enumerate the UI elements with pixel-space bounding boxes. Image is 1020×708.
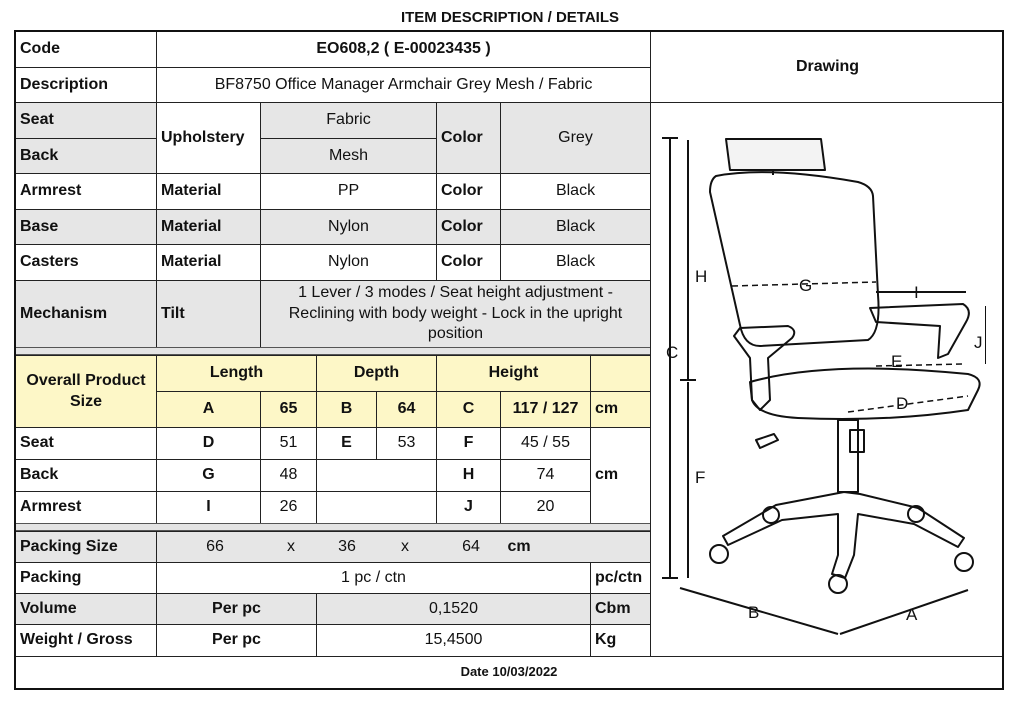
dim-e-value: 53 xyxy=(376,427,436,459)
backrest-shape xyxy=(710,172,879,346)
dim-g-value: 48 xyxy=(260,459,316,491)
description-label: Description xyxy=(16,67,156,102)
volume-value: 0,1520 xyxy=(316,593,590,624)
seat-label: Seat xyxy=(16,102,156,138)
casters-attr: Material xyxy=(156,244,260,280)
mechanism-label: Mechanism xyxy=(16,280,156,347)
dim-e-dashed xyxy=(876,364,964,366)
dim-b-value: 64 xyxy=(376,391,436,427)
label-c: C xyxy=(666,343,679,362)
left-armrest-shape xyxy=(734,326,794,410)
weight-label: Weight / Gross xyxy=(16,624,156,656)
label-b: B xyxy=(748,603,760,622)
description-value: BF8750 Office Manager Armchair Grey Mesh / Fabric xyxy=(156,67,650,102)
upholstery-color-label: Color xyxy=(436,102,500,173)
dim-j-letter: J xyxy=(436,491,500,523)
dim-i-value: 26 xyxy=(260,491,316,523)
armrest-color: Black xyxy=(500,173,650,209)
back-dim-label: Back xyxy=(16,459,156,491)
back-label: Back xyxy=(16,138,156,173)
label-j: J xyxy=(974,333,983,352)
armrest-label: Armrest xyxy=(16,173,156,209)
code-label: Code xyxy=(20,40,60,58)
chair-drawing xyxy=(648,100,986,658)
length-header: Length xyxy=(156,355,316,391)
dims-unit: cm xyxy=(590,427,650,523)
size-label: Overall Product Size xyxy=(16,355,156,427)
section-divider-2 xyxy=(16,523,650,531)
dim-j-value: 20 xyxy=(500,491,590,523)
drawing-label: Drawing xyxy=(650,32,1004,102)
armrest-blank xyxy=(316,491,436,523)
seat-material: Fabric xyxy=(260,102,436,138)
weight-value: 15,4500 xyxy=(316,624,590,656)
base-color: Black xyxy=(500,209,650,244)
label-a: A xyxy=(906,605,918,624)
dim-c-value: 117 / 127 xyxy=(500,391,590,427)
dim-i-letter: I xyxy=(156,491,260,523)
packing-height: 64 xyxy=(462,537,480,555)
dim-a-line xyxy=(840,590,968,634)
weight-unit: Kg xyxy=(590,624,650,656)
headrest-shape xyxy=(726,139,825,170)
dim-a-letter: A xyxy=(156,391,260,427)
section-divider xyxy=(16,347,650,355)
volume-per: Per pc xyxy=(156,593,316,624)
packing-width: 36 xyxy=(338,537,356,555)
label-e: E xyxy=(891,352,903,371)
dim-b-letter: B xyxy=(316,391,376,427)
upholstery-label: Upholstery xyxy=(156,102,260,173)
casters-label: Casters xyxy=(16,244,156,280)
dim-g-letter: G xyxy=(156,459,260,491)
armrest-attr: Material xyxy=(156,173,260,209)
packing-length: 66 xyxy=(206,537,224,555)
armrest-dim-label: Armrest xyxy=(16,491,156,523)
dim-f-letter: F xyxy=(436,427,500,459)
packing-size-unit: cm xyxy=(507,537,531,555)
dim-h-letter: H xyxy=(436,459,500,491)
depth-header: Depth xyxy=(316,355,436,391)
base-star xyxy=(723,492,964,578)
casters-material: Nylon xyxy=(260,244,436,280)
caster-2 xyxy=(763,507,779,523)
label-g: G xyxy=(799,276,813,295)
base-label: Base xyxy=(16,209,156,244)
volume-unit: Cbm xyxy=(590,593,650,624)
label-f: F xyxy=(695,468,706,487)
label-d: D xyxy=(896,394,909,413)
packing-x-2: x xyxy=(401,537,409,555)
label-i: I xyxy=(914,283,919,302)
dim-a-value: 65 xyxy=(260,391,316,427)
seat-shape xyxy=(750,369,980,419)
page-title: ITEM DESCRIPTION / DETAILS xyxy=(400,9,620,26)
base-color-label: Color xyxy=(436,209,500,244)
label-h: H xyxy=(695,267,708,286)
lever-shape xyxy=(756,434,778,448)
seat-dim-label: Seat xyxy=(16,427,156,459)
date-footer: Date 10/03/2022 xyxy=(16,656,1002,688)
base-attr: Material xyxy=(156,209,260,244)
caster-3 xyxy=(829,575,847,593)
dim-f-value: 45 / 55 xyxy=(500,427,590,459)
code-value: EO608,2 ( E-00023435 ) xyxy=(156,32,650,67)
dim-h-value: 74 xyxy=(500,459,590,491)
dim-c-letter: C xyxy=(436,391,500,427)
armrest-material: PP xyxy=(260,173,436,209)
caster-5 xyxy=(955,553,973,571)
casters-color: Black xyxy=(500,244,650,280)
casters-color-label: Color xyxy=(436,244,500,280)
mechanism-value: 1 Lever / 3 modes / Seat height adjustment - Reclining with body weight - Lock in the upright position xyxy=(260,280,650,347)
back-blank xyxy=(316,459,436,491)
back-material: Mesh xyxy=(260,138,436,173)
volume-label: Volume xyxy=(16,593,156,624)
base-material: Nylon xyxy=(260,209,436,244)
overall-unit: cm xyxy=(590,391,650,427)
right-armrest-shape xyxy=(870,304,969,358)
packing-size-label: Packing Size xyxy=(16,531,156,562)
packing-value: 1 pc / ctn xyxy=(156,562,590,593)
packing-label: Packing xyxy=(16,562,156,593)
dim-e-letter: E xyxy=(316,427,376,459)
height-header: Height xyxy=(436,355,590,391)
packing-x-1: x xyxy=(287,537,295,555)
mechanism-attr: Tilt xyxy=(156,280,260,347)
dim-d-letter: D xyxy=(156,427,260,459)
unit-header-blank xyxy=(590,355,650,391)
packing-unit: pc/ctn xyxy=(590,562,650,593)
caster-1 xyxy=(710,545,728,563)
dim-d-value: 51 xyxy=(260,427,316,459)
weight-per: Per pc xyxy=(156,624,316,656)
upholstery-color: Grey xyxy=(500,102,650,173)
armrest-color-label: Color xyxy=(436,173,500,209)
packing-size-values xyxy=(156,531,650,562)
